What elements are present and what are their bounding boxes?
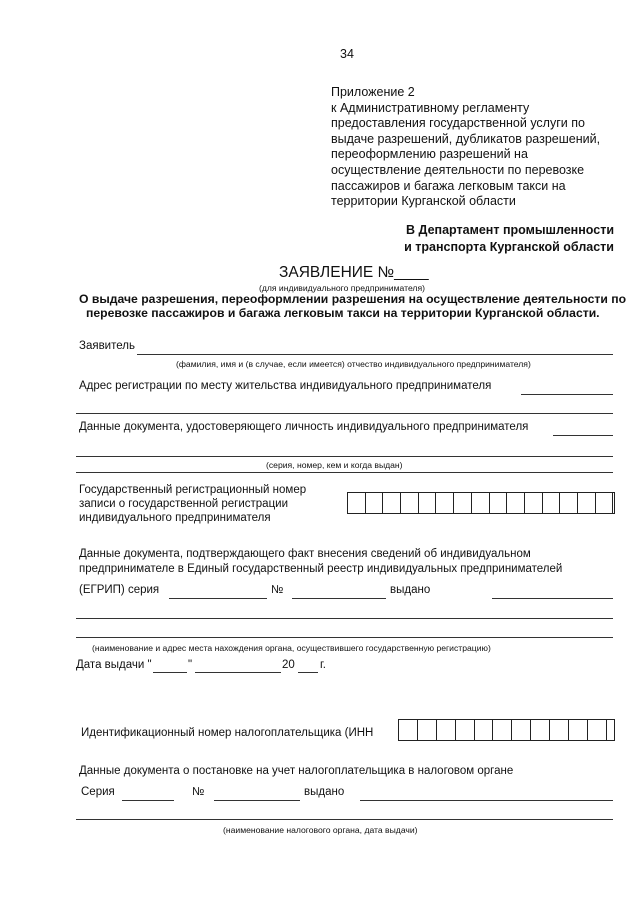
appendix-line: переоформлению разрешений на: [331, 147, 528, 162]
egrip-number-label: №: [271, 584, 284, 596]
egrip-issued-input-line[interactable]: [492, 598, 613, 599]
egrip-org-hint: (наименование и адрес места нахождения органа, осуществившего государственную регистрацию): [92, 643, 491, 653]
id-doc-hint: (серия, номер, кем и когда выдан): [266, 460, 403, 470]
appendix-block: [331, 85, 600, 210]
issue-date-label: Дата выдачи ": [76, 659, 152, 671]
egrip-number-input-line[interactable]: [292, 598, 386, 599]
appendix-line: выдаче разрешений, дубликатов разрешений,: [331, 131, 601, 146]
regnum-cells-input[interactable]: [347, 492, 615, 514]
applicant-label: Заявитель: [79, 340, 135, 352]
appendix-line: осуществление деятельности по перевозке: [331, 162, 585, 177]
id-doc-label: Данные документа, удостоверяющего личность индивидуального предпринимателя: [79, 421, 529, 433]
inn-cells-input[interactable]: [398, 719, 615, 741]
tax-issued-label: выдано: [304, 786, 345, 798]
regnum-label-line: индивидуального предпринимателя: [79, 512, 271, 524]
appendix-line: предоставления государственной услуги по: [331, 116, 585, 131]
document-purpose-line: О выдаче разрешения, переоформлении разрешения на осуществление деятельности по: [79, 292, 627, 306]
issue-date-day-input[interactable]: [153, 672, 187, 673]
tax-doc-label: Данные документа о постановке на учет налогоплательщика в налоговом органе: [79, 765, 514, 777]
page-number: 34: [340, 47, 354, 61]
regnum-label-line: записи о государственной регистрации: [79, 498, 288, 510]
tax-series-input-line[interactable]: [122, 800, 174, 801]
egrip-org-input-line-2[interactable]: [76, 637, 613, 638]
tax-issued-input-line[interactable]: [360, 800, 613, 801]
appendix-line: Приложение 2: [331, 85, 415, 99]
tax-number-input-line[interactable]: [214, 800, 300, 801]
issue-date-suffix: г.: [320, 659, 326, 671]
document-purpose-line: перевозке пассажиров и багажа легковым такси на территории Курганской области.: [86, 306, 600, 320]
applicant-input-line[interactable]: [137, 354, 613, 355]
addressee-line: В Департамент промышленности: [406, 223, 614, 237]
appendix-line: территории Курганской области: [331, 194, 516, 209]
id-doc-input-line[interactable]: [553, 435, 613, 436]
document-title: ЗАЯВЛЕНИЕ №____: [279, 264, 429, 281]
inn-label: Идентификационный номер налогоплательщика (ИНН: [81, 727, 374, 739]
regnum-label-line: Государственный регистрационный номер: [79, 484, 307, 496]
egrip-series-input-line[interactable]: [169, 598, 267, 599]
address-input-line-2[interactable]: [76, 413, 613, 414]
egrip-issued-label: выдано: [390, 584, 431, 596]
issue-date-month-input[interactable]: [195, 672, 281, 673]
addressee-line: и транспорта Курганской области: [404, 240, 614, 254]
tax-organ-hint: (наименование налогового органа, дата выдачи): [223, 825, 418, 835]
issue-date-year-prefix: 20: [282, 659, 295, 671]
egrip-label-line: Данные документа, подтверждающего факт внесения сведений об индивидуальном: [79, 548, 531, 560]
applicant-hint: (фамилия, имя и (в случае, если имеется) отчество индивидуального предпринимателя): [176, 359, 531, 369]
tax-organ-input-line[interactable]: [76, 819, 613, 820]
egrip-label-line: предпринимателе в Единый государственный реестр индивидуальных предпринимателей: [79, 563, 563, 575]
tax-series-label: Серия: [81, 786, 115, 798]
appendix-line: пассажиров и багажа легковым такси на: [331, 178, 566, 193]
address-label: Адрес регистрации по месту жительства индивидуального предпринимателя: [79, 380, 492, 392]
address-input-line[interactable]: [521, 394, 613, 395]
issue-date-year-input[interactable]: [298, 672, 318, 673]
id-doc-input-line-3[interactable]: [76, 472, 613, 473]
document-subtitle: (для индивидуального предпринимателя): [259, 283, 425, 293]
tax-number-label: №: [192, 786, 205, 798]
issue-date-quote: ": [188, 659, 193, 671]
egrip-series-label: (ЕГРИП) серия: [79, 584, 160, 596]
id-doc-input-line-2[interactable]: [76, 456, 613, 457]
appendix-line: к Административному регламенту: [331, 100, 530, 115]
egrip-org-input-line[interactable]: [76, 618, 613, 619]
addressee-block: [404, 222, 614, 256]
